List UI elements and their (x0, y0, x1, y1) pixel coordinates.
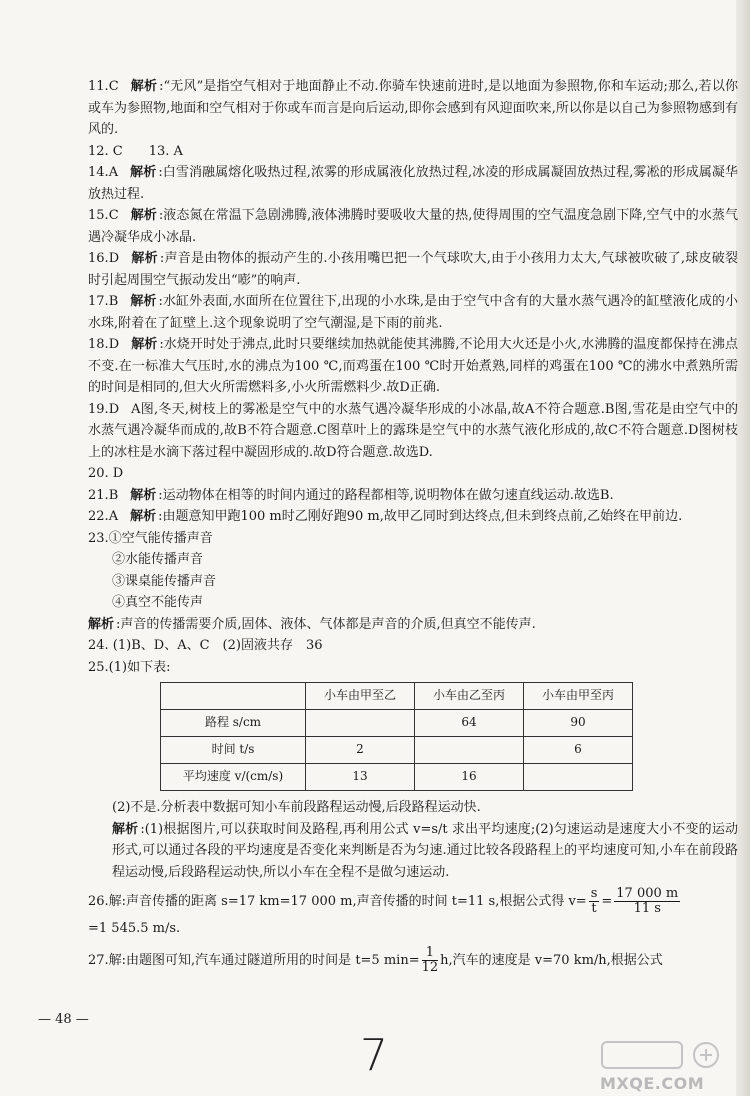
table-header-cell (161, 683, 306, 710)
fraction (589, 887, 600, 916)
table-row (161, 737, 633, 764)
answer-25 (88, 657, 738, 884)
fraction (614, 887, 680, 916)
analysis-label: 解析 (130, 294, 157, 309)
table-cell: 2 (306, 737, 415, 764)
analysis-label: 解析 (130, 79, 158, 94)
answer-item: ①空气能传播声音 (108, 530, 213, 546)
solution-text-cont: h,汽车的速度是 v=70 km/h,根据公式 (440, 952, 663, 968)
answer-24: 24. (1)B、D、A、C (2)固液共存 36 (88, 638, 323, 653)
solution-text: 26.解:声音传播的距离 s=17 km=17 000 m,声音传播的时间 t=11 s,根据公式得 v= (88, 894, 587, 909)
answer-26 (88, 887, 738, 940)
table-row (161, 710, 633, 737)
watermark-logo (600, 1040, 736, 1092)
question-number: 17. (88, 294, 109, 309)
analysis-text: :声音是由物体的振动产生的.小孩用嘴巴把一个气球吹大,由于小孩用力太大,气球被吹破了,球皮破裂时引起周围空气振动发出“嘭”的响声. (88, 251, 738, 288)
table-cell: 平均速度 v/(cm/s) (161, 764, 306, 791)
answer-17 (88, 291, 738, 334)
answer-27 (88, 946, 738, 975)
answer-item: ③课桌能传播声音 (112, 573, 217, 589)
fraction (422, 946, 439, 975)
watermark-text: MXQE.COM (600, 1074, 705, 1093)
analysis-text: :由题意知甲跑100 m时乙刚好跑90 m,故甲乙同时到达终点,但未到终点前,乙始终在甲前边. (158, 509, 683, 524)
analysis-label: 解析 (130, 165, 157, 180)
numerator: 17 000 m (616, 886, 679, 901)
table-row (161, 764, 633, 791)
question-number: 23. (88, 530, 109, 546)
watermark-emblem-icon (600, 1040, 736, 1070)
analysis-text: :(1)根据图片,可以获取时间及路程,再利用公式 v=s/t 求出平均速度;(2)匀速运动是速度大小不变的运动形式,可以通过各段的平均速度是否变化来判断是否为匀速.通过比较各段路程上的平均速度可知,小车在前段路程运动慢,后段路程运动快,所以小车在全程不是做匀速运动. (112, 821, 738, 880)
analysis-label: 解析 (112, 821, 139, 837)
analysis-text: :水缸外表面,水面所在位置往下,出现的小水珠,是由于空气中含有的大量水蒸气遇冷的缸壁液化成的小水珠,附着在了缸壁上.这个现象说明了空气潮湿,是下雨的前兆. (88, 294, 738, 331)
answer-choice: A (108, 509, 119, 524)
solution-text: 27.解:由题图可知,汽车通过隧道所用的时间是 t=5 min= (88, 952, 420, 968)
analysis-text: :运动物体在相等的时间内通过的路程都相等,说明物体在做匀速直线运动.故选B. (158, 487, 614, 503)
table-cell: 13 (306, 764, 415, 791)
question-number: 22. (88, 509, 109, 524)
answer-14 (88, 162, 738, 205)
denominator: 12 (421, 959, 439, 975)
answer-23 (88, 528, 738, 636)
table-cell: 路程 s/cm (161, 710, 306, 737)
analysis-text: :水烧开时处于沸点,此时只要继续加热就能使其沸腾,不论用大火还是小火,水沸腾的温度都保持在沸点不变.在一标准大气压时,水的沸点为100 ℃,而鸡蛋在100 ℃时开始煮熟,同样的鸡蛋在100 ℃的沸水中煮熟所需的时间是相同的,但大火所需燃料多,小火所需燃料少.故D正确. (88, 337, 738, 395)
answer-19 (88, 399, 738, 464)
question-number: 18. (88, 337, 109, 352)
answer-choice: A (108, 165, 119, 180)
answer-16 (88, 248, 738, 291)
answer-choice: C (108, 208, 119, 223)
analysis-text: :声音的传播需要介质,固体、液体、气体都是声音的介质,但真空不能传声. (116, 616, 536, 632)
equals-sign: = (601, 894, 613, 909)
answer-15 (88, 205, 738, 248)
analysis-label: 解析 (131, 251, 158, 266)
denominator: t (591, 901, 597, 916)
answer-choice: B (108, 487, 119, 503)
question-number: 15. (88, 208, 109, 223)
analysis-text: :白雪消融属熔化吸热过程,浓雾的形成属液化放热过程,冰凌的形成属凝固放热过程,雾凇的形成属凝华放热过程. (88, 165, 738, 202)
analysis-label: 解析 (88, 616, 115, 632)
answer-choice: D (108, 401, 120, 417)
question-number: 16. (88, 251, 109, 266)
solution-result: =1 545.5 m/s. (88, 921, 181, 936)
handwritten-mark: 7 (360, 1030, 388, 1081)
answer-20: 20. D (88, 466, 124, 481)
numerator: s (590, 886, 598, 901)
answer-choice: B (108, 294, 119, 309)
analysis-text: :液态氮在常温下急剧沸腾,液体沸腾时要吸收大量的热,使得周围的空气温度急剧下降,空气中的水蒸气遇冷凝华成小冰晶. (88, 208, 738, 245)
table-cell: 90 (524, 710, 633, 737)
table-cell (306, 710, 415, 737)
answer-choice: D (108, 337, 120, 352)
analysis-label: 解析 (131, 337, 158, 352)
question-number: 21. (88, 487, 109, 503)
answer-choice: C (108, 79, 119, 94)
answer-25-intro: 25.(1)如下表: (88, 659, 171, 675)
table-cell (524, 764, 633, 791)
question-number: 19. (88, 401, 109, 417)
table-cell (415, 737, 524, 764)
analysis-text: A图,冬天,树枝上的雾凇是空气中的水蒸气遇冷凝华形成的小冰晶,故A不符合题意.B图,雪花是由空气中的水蒸气遇冷凝华而成的,故B不符合题意.C图草叶上的露珠是空气中的水蒸气液化形成的,故C不符合题意.D图树枝上的冰柱是水滴下落过程中凝固形成的.故D符合题意.故选D. (88, 401, 738, 460)
page-number: — 48 — (38, 1012, 89, 1027)
table-header-cell: 小车由甲至丙 (524, 683, 633, 710)
denominator: 11 s (633, 901, 661, 916)
answer-item: ②水能传播声音 (112, 552, 204, 567)
table-cell: 时间 t/s (161, 737, 306, 764)
analysis-label: 解析 (130, 509, 157, 524)
question-number: 14. (88, 165, 109, 180)
answer-item: ④真空不能传声 (112, 595, 204, 610)
table-cell: 64 (415, 710, 524, 737)
answer-22 (88, 506, 738, 528)
data-table (160, 682, 633, 791)
answer-content (88, 76, 738, 975)
analysis-text: :“无风”是指空气相对于地面静止不动.你骑车快速前进时,是以地面为参照物,你和车运动;那么,若以你或车为参照物,地面和空气相对于你或车而言是向后运动,即你会感到有风迎面吹来,所以你是以自己为参照物感到有风的. (88, 79, 738, 137)
table-cell: 16 (415, 764, 524, 791)
answer-choice: D (108, 251, 120, 266)
analysis-label: 解析 (130, 208, 157, 223)
answer-18 (88, 334, 738, 399)
answer-25-part2: (2)不是.分析表中数据可知小车前段路程运动慢,后段路程运动快. (112, 800, 481, 815)
answer-11 (88, 76, 738, 141)
table-header-row (161, 683, 633, 710)
table-header-cell: 小车由甲至乙 (306, 683, 415, 710)
answer-21 (88, 485, 738, 507)
answer-12-13: 12. C 13. A (88, 143, 183, 159)
page-edge (736, 0, 750, 1096)
numerator: 1 (422, 946, 439, 961)
table-cell: 6 (524, 737, 633, 764)
question-number: 11. (88, 79, 109, 94)
answer-25-analysis (88, 819, 738, 884)
analysis-label: 解析 (130, 487, 157, 503)
table-header-cell: 小车由乙至丙 (415, 683, 524, 710)
